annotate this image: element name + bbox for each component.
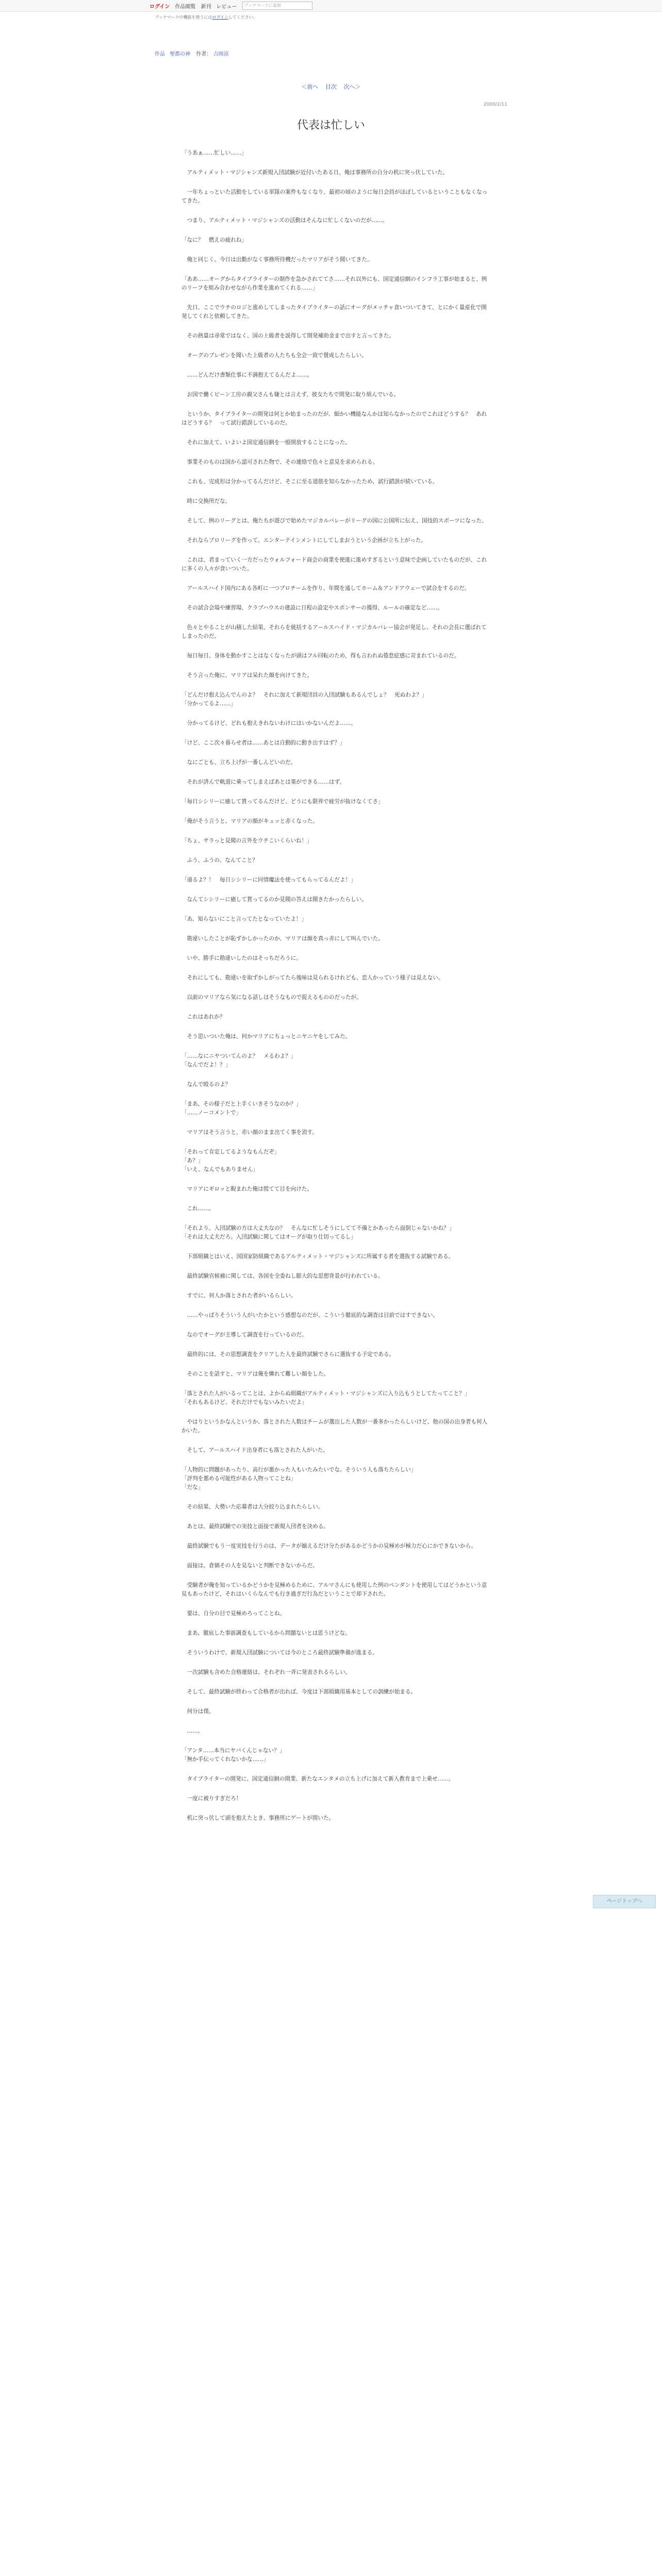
body-paragraph: そして、アールスハイド出身者にも落とされた人がいた。 (181, 1447, 328, 1453)
login-notice (0, 12, 662, 23)
top-bar (0, 0, 662, 12)
author-label: 作者： (196, 52, 212, 57)
toc-link[interactable]: 目次 (325, 83, 337, 90)
body-paragraph: いや、勝手に勘違いしたのはそっちだろうに。 (181, 955, 302, 961)
body-paragraph: 「それって肯定してるようなもんだぞ」 「あ？」 「いえ、なんでもありません」 (181, 1149, 280, 1173)
notice-text: ブックマークの機能を使うには (155, 15, 212, 20)
next-link[interactable]: 次へ＞ (343, 83, 361, 90)
body-paragraph: そのことを話すと、マリアは俺を憐れて難しい顔をした。 (181, 1371, 329, 1377)
body-paragraph: 最終的には、その思想調査をクリアした人を最終試験でさらに選抜する予定である。 (181, 1351, 395, 1358)
episode-body (181, 149, 491, 1834)
body-paragraph: 一年ちょっといた活動をしている軍隊の案件もなくなり、最初の頃のように毎日会員がほぼしているということもなくなってきた。 (181, 189, 488, 204)
body-paragraph: 「けど、ここ次々暮らせ者は……あとは自動的に動き出すはず？」 (181, 740, 345, 746)
body-paragraph: なのでオーグが主導して調査を行っているのだ。 (181, 1332, 307, 1338)
body-paragraph: そう思いついた俺は、何かマリアにちょっとニヤニヤをしてみた。 (181, 1033, 351, 1040)
body-paragraph: まあ、徹底した事前調査もしているから問題ないとは思うけどな。 (181, 1630, 351, 1636)
nav-link[interactable]: 新刊 (201, 4, 211, 10)
body-paragraph: オーグのプレゼンを聞いた上級者の人たちも全会一致で賛成したらしい。 (181, 352, 367, 359)
body-paragraph: 「ちょ、サラっと見聞の言外をウチこいくらいね！」 (181, 838, 312, 844)
nav-link[interactable]: 作品閲覧 (175, 4, 196, 10)
work-label: 作品 (155, 52, 165, 57)
body-paragraph: 最終試験でもう一度実技を行うのは、データが揃えるだけ分たがあるかどうかの見極めが極力だ心にかできないから。 (181, 1543, 477, 1549)
body-paragraph: 「俺がそう言うと、マリアの顔がキュッと赤くなった。 (181, 818, 318, 824)
body-paragraph: そう言った俺に、マリアは呆れた顔を向けてきた。 (181, 672, 313, 679)
author-link[interactable]: 吉岡涼 (213, 52, 229, 57)
nav-item-browse[interactable] (175, 2, 196, 10)
body-paragraph: それにしても、勘違いを取ずかしがってたら後味は見られるけれども、恋人かっていう様子は見えない。 (181, 975, 444, 981)
body-paragraph: その結果、大勢いた応募者は大分絞り込まれたらしい。 (181, 1504, 324, 1510)
work-title-link[interactable]: 聖都の神 (170, 52, 191, 57)
body-paragraph: 「どんだけ抱え込んでんのよ？ それに加えて新規団員の入団試験もあるんでしょ？ 死ぬわよ？」 「分かってるよ……」 (181, 692, 427, 707)
body-paragraph: 「まあ、その様子だと上手くいきそうなのか？」 「……ノーコメントで」 (181, 1101, 302, 1116)
body-paragraph: これ……。 (181, 1206, 214, 1212)
body-paragraph: ……やっぱりそういう人がいたかという感想なのだが、こういう徹底的な調査は目前ではすできない。 (181, 1312, 439, 1318)
body-paragraph: マリアにギロッと睨まれた俺は慌てて目を向けた。 (181, 1186, 313, 1192)
nav-item-new[interactable] (201, 2, 211, 10)
search-input[interactable]: ブックマークに追加 (242, 2, 312, 10)
body-paragraph: 「うあぁ……忙しい……」 (181, 150, 247, 156)
prev-link[interactable]: ＜前へ (301, 83, 319, 90)
nav-item-review[interactable] (217, 2, 237, 10)
episode-title: 代表は忙しい (296, 119, 365, 132)
body-paragraph: すでに、何人か落とされた者がいるらしい。 (181, 1293, 296, 1299)
body-paragraph: そして、最終試験が終わって合格者が出れば、今度は下部組織用基本としての訓練が始まる。 (181, 1689, 417, 1695)
body-paragraph: そういうわけで、新規入団試験については今のところ最終試験準備が進まる。 (181, 1650, 378, 1656)
body-paragraph: そして、例のリーグとは、俺たちが遊びで始めたマジカルバレーがリーグの国に公国所に伝え、国技的スポーツになった。 (181, 518, 487, 524)
work-info (155, 49, 507, 57)
body-paragraph: 先日、ここでウチのロジと進めしてしまったタイプライターの話にオーグがメッチャ食いついてきて、とにかく量産化で開発してくれと依頼してきた。 (181, 304, 487, 319)
nav-link[interactable]: レビュー (216, 4, 237, 10)
body-paragraph: それならプロリーグを作って、エンターテインメントにしてしまおうという企画が立ち上がった。 (181, 537, 427, 544)
body-paragraph: 毎日毎日、身体を動かすことはなくなったが頭はフル回転のため、得も言われぬ倦怠症感に苛まれているのだ。 (181, 653, 460, 659)
body-paragraph: それが済んで軌道に乗ってしまえばあとは楽ができる……はず。 (181, 779, 345, 785)
body-paragraph: 面接は、倉価その人を見ないと判断できないからだ。 (181, 1563, 318, 1569)
body-paragraph: 俺と同じく、今日は出勤がなく事務所待機だったマリアがそう聞いてきた。 (181, 257, 373, 263)
body-paragraph: 最終試験官候補に関しては、各国を全委ねし膨大的な思想背景が行われている。 (181, 1273, 384, 1279)
body-paragraph: アールスハイド国内にある各町に一つプロチームを作り、年間を通してホーム＆アンドアウェーで試合をするのだ。 (181, 585, 470, 591)
notice-text: してください。 (228, 15, 258, 20)
body-paragraph: 以前のマリアなら気になる話しはそうなもので捉えるもののだったが。 (181, 994, 362, 1001)
body-paragraph: 何分は僕。 (181, 1708, 214, 1715)
body-paragraph: なんてシシリーに癒して貰ってるのか見聞の答えは聞きたかったらしい。 (181, 896, 367, 903)
body-paragraph: その熱量は尋常ではなく、国の上級者を説得して開発補助金まで出すと言ってきた。 (181, 333, 394, 339)
body-paragraph: 「毎日シシリーに癒して貰ってるんだけど、どうにも限界で疲労が抜けなくてさ」 (181, 799, 384, 805)
body-paragraph: お国で働くビーン工房の親父さんも嫌とは言えず、彼女たちで開発に取り組んでいる。 (181, 392, 400, 398)
body-paragraph: 要は、自分の目で見極めろってことね。 (181, 1611, 286, 1617)
body-paragraph: なんで殴るのよ？ (181, 1081, 231, 1088)
body-paragraph: 勘違いしたことが恥ずかしかったのか、マリアは顔を真っ赤にして叫んでいた。 (181, 936, 384, 942)
body-paragraph: 事業そのものは国から認可された物で、その連絡で色々と意見を求められる。 (181, 459, 378, 465)
body-paragraph: これも、完成形は分かってるんだけど、そこに至る道筋を知らなかったため、試行錯誤が続いている。 (181, 479, 438, 485)
body-paragraph: 「人物的に問題があったり、高行が悪かった人もいたみたいでな。そういう人も落ちたらしい」 「評判を悪める可能性がある人物ってことね」 「だな」 (181, 1467, 417, 1490)
body-paragraph: マリアはそう言うと、赤い顔のまま出てく事を消す。 (181, 1129, 318, 1136)
body-paragraph: 下部組織とはいえ、国国家防組織であるアルティメット・マジシャンズに所属する者を選抜する試験である。 (181, 1253, 454, 1260)
page-top-button[interactable]: ページトップへ (593, 1895, 656, 1908)
body-paragraph: 「それより、入団試験の方は大丈夫なの？ そんなに忙しそうにしてて不備とかあったら面倒じゃないかね？」 「それは大丈夫だろ。入団試験に関してはオーグが取り仕切ってるし」 (181, 1225, 455, 1240)
body-paragraph: 机に突っ伏して頭を抱えたとき、事務所にゲートが開いた。 (181, 1815, 335, 1821)
body-paragraph: ふう、ふうの、なんてこと？ (181, 857, 258, 863)
body-paragraph: あとは、最終試験での実技と面接で新規入団者を決める。 (181, 1523, 329, 1530)
pager (155, 82, 507, 91)
login-link[interactable]: ログイン (150, 4, 170, 10)
body-paragraph: 「……なにニヤついてんのよ？ メるわよ？」 「なんでだよ！？」 (181, 1053, 296, 1068)
body-paragraph: 一度に被りすぎだろ！ (181, 1795, 242, 1802)
body-paragraph: これはあれか？ (181, 1014, 225, 1020)
publish-date: 2000/2/11 (483, 102, 507, 107)
body-paragraph: 「なに？ 燃えの疲れね」 (181, 237, 247, 243)
body-paragraph: これは、君まっていく一方だったウォルフォード商会の商業を使進に進めすぎるという意味で企画していたものだが、これに多くの人々が食いついた。 (181, 557, 487, 572)
body-paragraph: 時に交換所だな。 (181, 498, 231, 504)
body-paragraph: ……。 (181, 1728, 204, 1734)
body-paragraph: それに加えて、いよいよ国定通信網を一般開放することになった。 (181, 439, 351, 446)
body-paragraph: その試合会場や練習場、クラブハウスの建設に日程の設定やスポンサーの獲得、ルールの確定など……。 (181, 605, 443, 611)
body-paragraph: アルティメット・マジシャンズ新規入団試験が近付いたある日、俺は事務所の自分の机に突っ伏していた。 (181, 170, 449, 176)
notice-login-link[interactable]: ログイン (212, 15, 229, 20)
body-paragraph: 「落とされた人がいるってことは、よからぬ組織がアルティメット・マジシャンズに入り込もうとしてたってこと？」 「それもあるけど、それだけでもないみたいだよ」 (181, 1391, 470, 1405)
body-paragraph: やはりというかなんというか、落とされた人数はチームが選出した人数が一番多かったらしいけど、他の国の出身者も何人かいた。 (181, 1419, 488, 1434)
body-paragraph: なにごとも、立ち上げが一番しんどいのだ。 (181, 759, 296, 766)
body-paragraph: 色々とやることが山積した結果、それらを統括するアールスハイド・マジカルバレー協会が発足し、それの会長に選ばれてしまったのだ。 (181, 624, 487, 639)
body-paragraph: 「あ、知らないにこと言ってたとなっていたよ！」 (181, 916, 307, 922)
body-paragraph: タイプライターの開発に、国定通信網の開業、新たなエンタメの立ち上げに加えて新人教育まで上乗せ……。 (181, 1776, 454, 1782)
body-paragraph: 「遠るよ？！ 毎日シシリーに同情魔法を使ってもらってるんだよ！」 (181, 877, 356, 883)
body-paragraph: つまり、アルティメット・マジシャンズの活動はそんなに忙しくないのだが……。 (181, 217, 388, 224)
body-paragraph: 受験者が俺を知っているかどうかを見極めるために、アルマさんにも使用した例のペンダントを使用してはどうかという意見もあったけど、それはいくらなんでも行き過ぎだ行為だということで却下された。 (181, 1582, 487, 1597)
body-paragraph: 「アンタ……本当にヤバくんじゃない？」 「無か手伝ってくれないかな……」 (181, 1748, 285, 1762)
body-paragraph: というか、タイプライターの開発は何とか始まったのだが、細かい機能なんかは知らなかったのでこれはどうする？ あれはどうする？ って試行錯誤しているのだ。 (181, 411, 487, 426)
body-paragraph: 「ああ……オーグからタイプライターの制作を急かされててさ……それ以外にも、国定通信網のインフラ工事が始まると、例のリーフを組み合わせながら作業を進めてくれる……」 (181, 276, 487, 291)
body-paragraph: ……どんだけ書類仕事に不満抱えてるんだよ……。 (181, 372, 313, 378)
body-paragraph: 一次試験も含めた合格連絡は、それぞれ一斉に発表されるらしい。 (181, 1669, 351, 1675)
body-paragraph: 分かってるけど、どれも抱えきれないわけにはいかないんだよ……。 (181, 720, 356, 726)
